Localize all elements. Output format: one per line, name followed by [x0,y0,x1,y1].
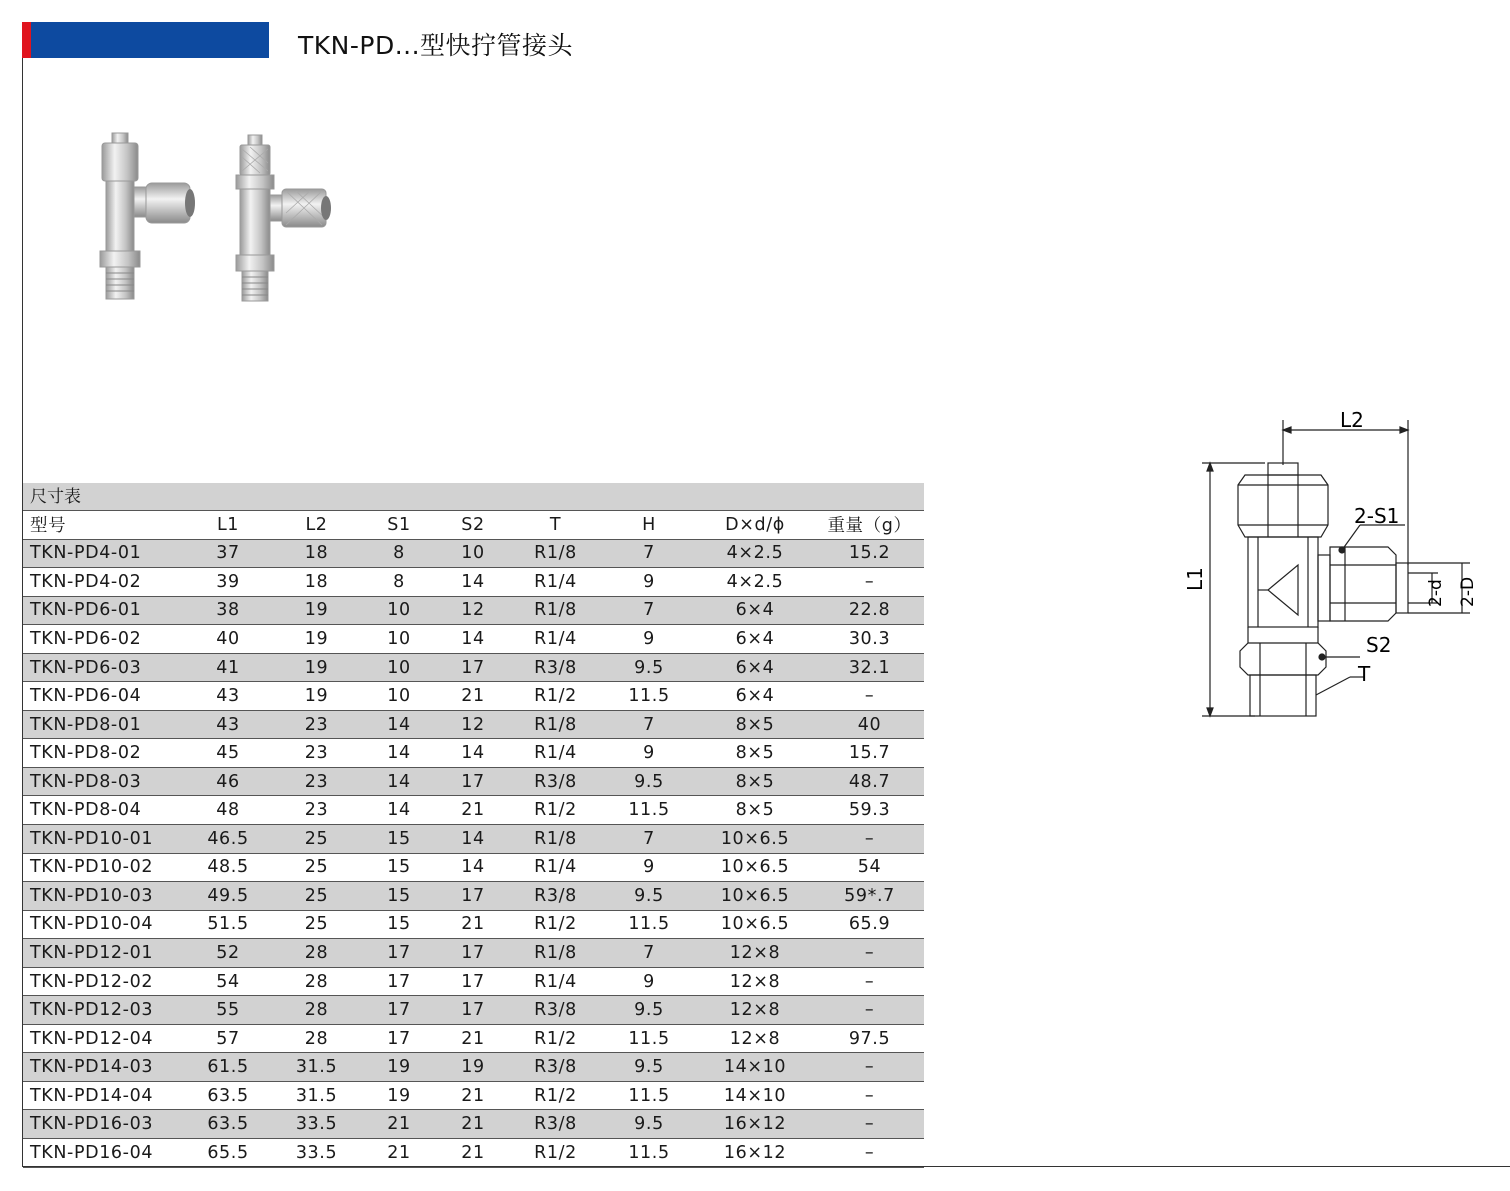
table-cell: 11.5 [603,682,695,711]
table-cell: 17 [438,767,508,796]
model-cell: TKN-PD14-03 [23,1053,183,1082]
table-cell: 18 [273,568,360,597]
table-row [23,625,924,654]
table-cell: 23 [273,796,360,825]
table-cell: R1/2 [508,1081,603,1110]
table-row [23,1024,924,1053]
table-cell: 10 [360,596,438,625]
label-l1: L1 [1183,567,1207,591]
table-cell: 18 [273,539,360,568]
table-cell: R1/4 [508,568,603,597]
table-cell: 7 [603,539,695,568]
table-cell: 48 [183,796,273,825]
column-header: S1 [360,511,438,539]
table-cell: R3/8 [508,1053,603,1082]
label-d-large: 2-D [1458,576,1478,607]
table-cell: 9.5 [603,653,695,682]
header-accent [22,22,31,58]
table-cell: 17 [438,882,508,911]
column-header: 重量（g） [815,511,924,539]
table-cell: 12 [438,710,508,739]
table-cell: R1/4 [508,739,603,768]
label-s1: 2-S1 [1354,504,1400,528]
table-cell: 65.9 [815,910,924,939]
table-cell: 12×8 [695,967,815,996]
label-s2: S2 [1366,633,1392,657]
table-cell: 6×4 [695,682,815,711]
table-cell: 59*.7 [815,882,924,911]
table-cell: R1/4 [508,967,603,996]
table-cell: 54 [183,967,273,996]
model-cell: TKN-PD6-02 [23,625,183,654]
table-cell: 21 [438,796,508,825]
table-cell: 49.5 [183,882,273,911]
column-header: T [508,511,603,539]
model-cell: TKN-PD8-02 [23,739,183,768]
table-cell: 17 [360,967,438,996]
model-cell: TKN-PD10-01 [23,825,183,854]
table-cell: 6×4 [695,625,815,654]
table-cell: R3/8 [508,882,603,911]
table-cell: 9 [603,625,695,654]
table-cell: 14 [360,796,438,825]
column-header: L1 [183,511,273,539]
table-cell: 17 [438,653,508,682]
table-cell: 14 [360,767,438,796]
model-cell: TKN-PD6-04 [23,682,183,711]
table-cell: 63.5 [183,1110,273,1139]
column-header: 型号 [23,511,183,539]
table-cell: 9 [603,967,695,996]
table-cell: 21 [438,1139,508,1168]
model-cell: TKN-PD12-01 [23,939,183,968]
table-cell: R1/2 [508,1139,603,1168]
table-row [23,1053,924,1082]
table-cell: R1/8 [508,539,603,568]
table-cell: 17 [360,996,438,1025]
table-cell: 10×6.5 [695,853,815,882]
table-row [23,739,924,768]
table-cell: R1/2 [508,910,603,939]
dimension-table [23,483,924,1168]
model-cell: TKN-PD14-04 [23,1081,183,1110]
table-cell: 43 [183,710,273,739]
model-cell: TKN-PD10-04 [23,910,183,939]
page-title: TKN-PD...型快拧管接头 [298,31,574,60]
product-photo [90,125,350,315]
table-cell: R1/2 [508,682,603,711]
model-cell: TKN-PD4-02 [23,568,183,597]
table-cell: 7 [603,939,695,968]
table-cell: 7 [603,710,695,739]
table-cell: 7 [603,596,695,625]
table-cell: R3/8 [508,996,603,1025]
table-cell: 14 [360,739,438,768]
table-cell: – [815,568,924,597]
table-cell: R1/8 [508,825,603,854]
table-row [23,596,924,625]
table-caption: 尺寸表 [23,483,924,511]
fitting-hex-photo [100,133,195,299]
table-cell: 40 [815,710,924,739]
table-cell: 25 [273,882,360,911]
model-cell: TKN-PD12-04 [23,1024,183,1053]
table-cell: 19 [360,1081,438,1110]
table-cell: – [815,1110,924,1139]
table-row [23,825,924,854]
model-cell: TKN-PD12-03 [23,996,183,1025]
column-header: D×d/ϕ [695,511,815,539]
table-cell: 14×10 [695,1053,815,1082]
table-cell: 63.5 [183,1081,273,1110]
table-cell: 11.5 [603,1139,695,1168]
table-cell: 25 [273,825,360,854]
table-cell: 10×6.5 [695,910,815,939]
table-cell: 9 [603,568,695,597]
table-cell: 65.5 [183,1139,273,1168]
table-row [23,882,924,911]
label-l2: L2 [1340,408,1364,432]
table-cell: 48.7 [815,767,924,796]
table-cell: 25 [273,910,360,939]
model-cell: TKN-PD8-01 [23,710,183,739]
table-cell: 43 [183,682,273,711]
table-cell: 17 [438,996,508,1025]
table-cell: R1/2 [508,796,603,825]
table-cell: 10×6.5 [695,825,815,854]
label-t: T [1358,662,1371,686]
table-cell: 6×4 [695,596,815,625]
table-row [23,939,924,968]
table-cell: – [815,939,924,968]
table-cell: 11.5 [603,1081,695,1110]
table-cell: 21 [360,1110,438,1139]
table-cell: 54 [815,853,924,882]
table-cell: 30.3 [815,625,924,654]
table-cell: 31.5 [273,1053,360,1082]
table-cell: 15 [360,853,438,882]
table-cell: 21 [438,1110,508,1139]
table-row [23,996,924,1025]
table-cell: 51.5 [183,910,273,939]
table-cell: R1/8 [508,596,603,625]
table-cell: 17 [438,939,508,968]
table-cell: 17 [360,1024,438,1053]
table-cell: 21 [438,1081,508,1110]
table-cell: 59.3 [815,796,924,825]
column-header: H [603,511,695,539]
table-cell: 15 [360,882,438,911]
table-cell: 21 [438,910,508,939]
table-row [23,1081,924,1110]
table-row [23,1110,924,1139]
table-header-row [23,511,924,539]
table-row [23,967,924,996]
table-cell: 61.5 [183,1053,273,1082]
table-cell: 11.5 [603,910,695,939]
table-row [23,682,924,711]
model-cell: TKN-PD16-03 [23,1110,183,1139]
table-cell: 12×8 [695,996,815,1025]
table-cell: 19 [273,653,360,682]
table-cell: R1/8 [508,710,603,739]
model-cell: TKN-PD12-02 [23,967,183,996]
table-cell: 8×5 [695,739,815,768]
table-cell: 46.5 [183,825,273,854]
table-row [23,796,924,825]
table-row [23,853,924,882]
table-cell: 10 [360,625,438,654]
table-cell: 38 [183,596,273,625]
table-cell: 19 [360,1053,438,1082]
model-cell: TKN-PD6-03 [23,653,183,682]
table-cell: 33.5 [273,1139,360,1168]
table-cell: 19 [273,625,360,654]
table-cell: R1/2 [508,1024,603,1053]
table-cell: – [815,996,924,1025]
table-cell: 25 [273,853,360,882]
table-cell: 9 [603,739,695,768]
table-cell: 6×4 [695,653,815,682]
table-cell: 21 [438,1024,508,1053]
table-cell: 15 [360,910,438,939]
table-cell: 19 [273,682,360,711]
table-row [23,910,924,939]
table-cell: 48.5 [183,853,273,882]
table-cell: 16×12 [695,1139,815,1168]
column-header: L2 [273,511,360,539]
table-cell: 9.5 [603,767,695,796]
table-cell: 46 [183,767,273,796]
model-cell: TKN-PD10-02 [23,853,183,882]
table-cell: 14 [438,853,508,882]
label-d-small: 2-d [1426,579,1446,607]
table-cell: 14×10 [695,1081,815,1110]
table-cell: 11.5 [603,796,695,825]
table-cell: 9.5 [603,1110,695,1139]
table-row [23,539,924,568]
table-cell: 14 [438,825,508,854]
table-cell: 22.8 [815,596,924,625]
model-cell: TKN-PD8-03 [23,767,183,796]
table-cell: 8×5 [695,710,815,739]
table-cell: R3/8 [508,653,603,682]
table-cell: 8 [360,539,438,568]
table-cell: 4×2.5 [695,568,815,597]
column-header: S2 [438,511,508,539]
table-cell: 11.5 [603,1024,695,1053]
spec-table [23,511,924,1168]
table-cell: 9 [603,853,695,882]
table-cell: 23 [273,710,360,739]
table-cell: 9.5 [603,996,695,1025]
table-cell: 12×8 [695,939,815,968]
table-row [23,710,924,739]
table-cell: 28 [273,1024,360,1053]
table-cell: R3/8 [508,1110,603,1139]
table-cell: 14 [360,710,438,739]
table-cell: 28 [273,967,360,996]
table-row [23,653,924,682]
table-cell: R1/4 [508,853,603,882]
table-cell: 19 [438,1053,508,1082]
table-cell: 12×8 [695,1024,815,1053]
table-cell: – [815,825,924,854]
table-cell: 15.7 [815,739,924,768]
table-cell: R1/8 [508,939,603,968]
model-cell: TKN-PD10-03 [23,882,183,911]
table-cell: – [815,682,924,711]
model-cell: TKN-PD16-04 [23,1139,183,1168]
table-cell: 39 [183,568,273,597]
table-cell: 9.5 [603,1053,695,1082]
table-row [23,568,924,597]
table-cell: 57 [183,1024,273,1053]
table-cell: 97.5 [815,1024,924,1053]
table-cell: – [815,1053,924,1082]
table-cell: 32.1 [815,653,924,682]
table-cell: 17 [438,967,508,996]
table-cell: 8×5 [695,767,815,796]
table-cell: R1/4 [508,625,603,654]
table-cell: 21 [438,682,508,711]
table-cell: 33.5 [273,1110,360,1139]
table-cell: 16×12 [695,1110,815,1139]
table-cell: 9.5 [603,882,695,911]
table-cell: 19 [273,596,360,625]
model-cell: TKN-PD4-01 [23,539,183,568]
table-cell: 28 [273,996,360,1025]
table-cell: 37 [183,539,273,568]
table-cell: 15 [360,825,438,854]
table-cell: 10 [360,653,438,682]
table-cell: 7 [603,825,695,854]
table-cell: 23 [273,739,360,768]
table-cell: 45 [183,739,273,768]
table-cell: – [815,1139,924,1168]
table-cell: – [815,1081,924,1110]
model-cell: TKN-PD6-01 [23,596,183,625]
table-cell: 14 [438,625,508,654]
table-cell: 10 [438,539,508,568]
table-cell: 17 [360,939,438,968]
table-row [23,767,924,796]
table-cell: R3/8 [508,767,603,796]
fitting-knurled-photo [236,135,331,301]
table-cell: 8×5 [695,796,815,825]
table-cell: 14 [438,739,508,768]
table-cell: – [815,967,924,996]
table-cell: 55 [183,996,273,1025]
table-row [23,1139,924,1168]
table-cell: 52 [183,939,273,968]
model-cell: TKN-PD8-04 [23,796,183,825]
table-cell: 8 [360,568,438,597]
table-cell: 28 [273,939,360,968]
table-cell: 10×6.5 [695,882,815,911]
table-cell: 40 [183,625,273,654]
table-cell: 12 [438,596,508,625]
table-cell: 15.2 [815,539,924,568]
table-cell: 31.5 [273,1081,360,1110]
table-cell: 41 [183,653,273,682]
table-cell: 21 [360,1139,438,1168]
technical-drawing [1170,405,1490,730]
table-cell: 10 [360,682,438,711]
table-cell: 4×2.5 [695,539,815,568]
header-bar [22,22,269,58]
table-cell: 14 [438,568,508,597]
table-cell: 23 [273,767,360,796]
